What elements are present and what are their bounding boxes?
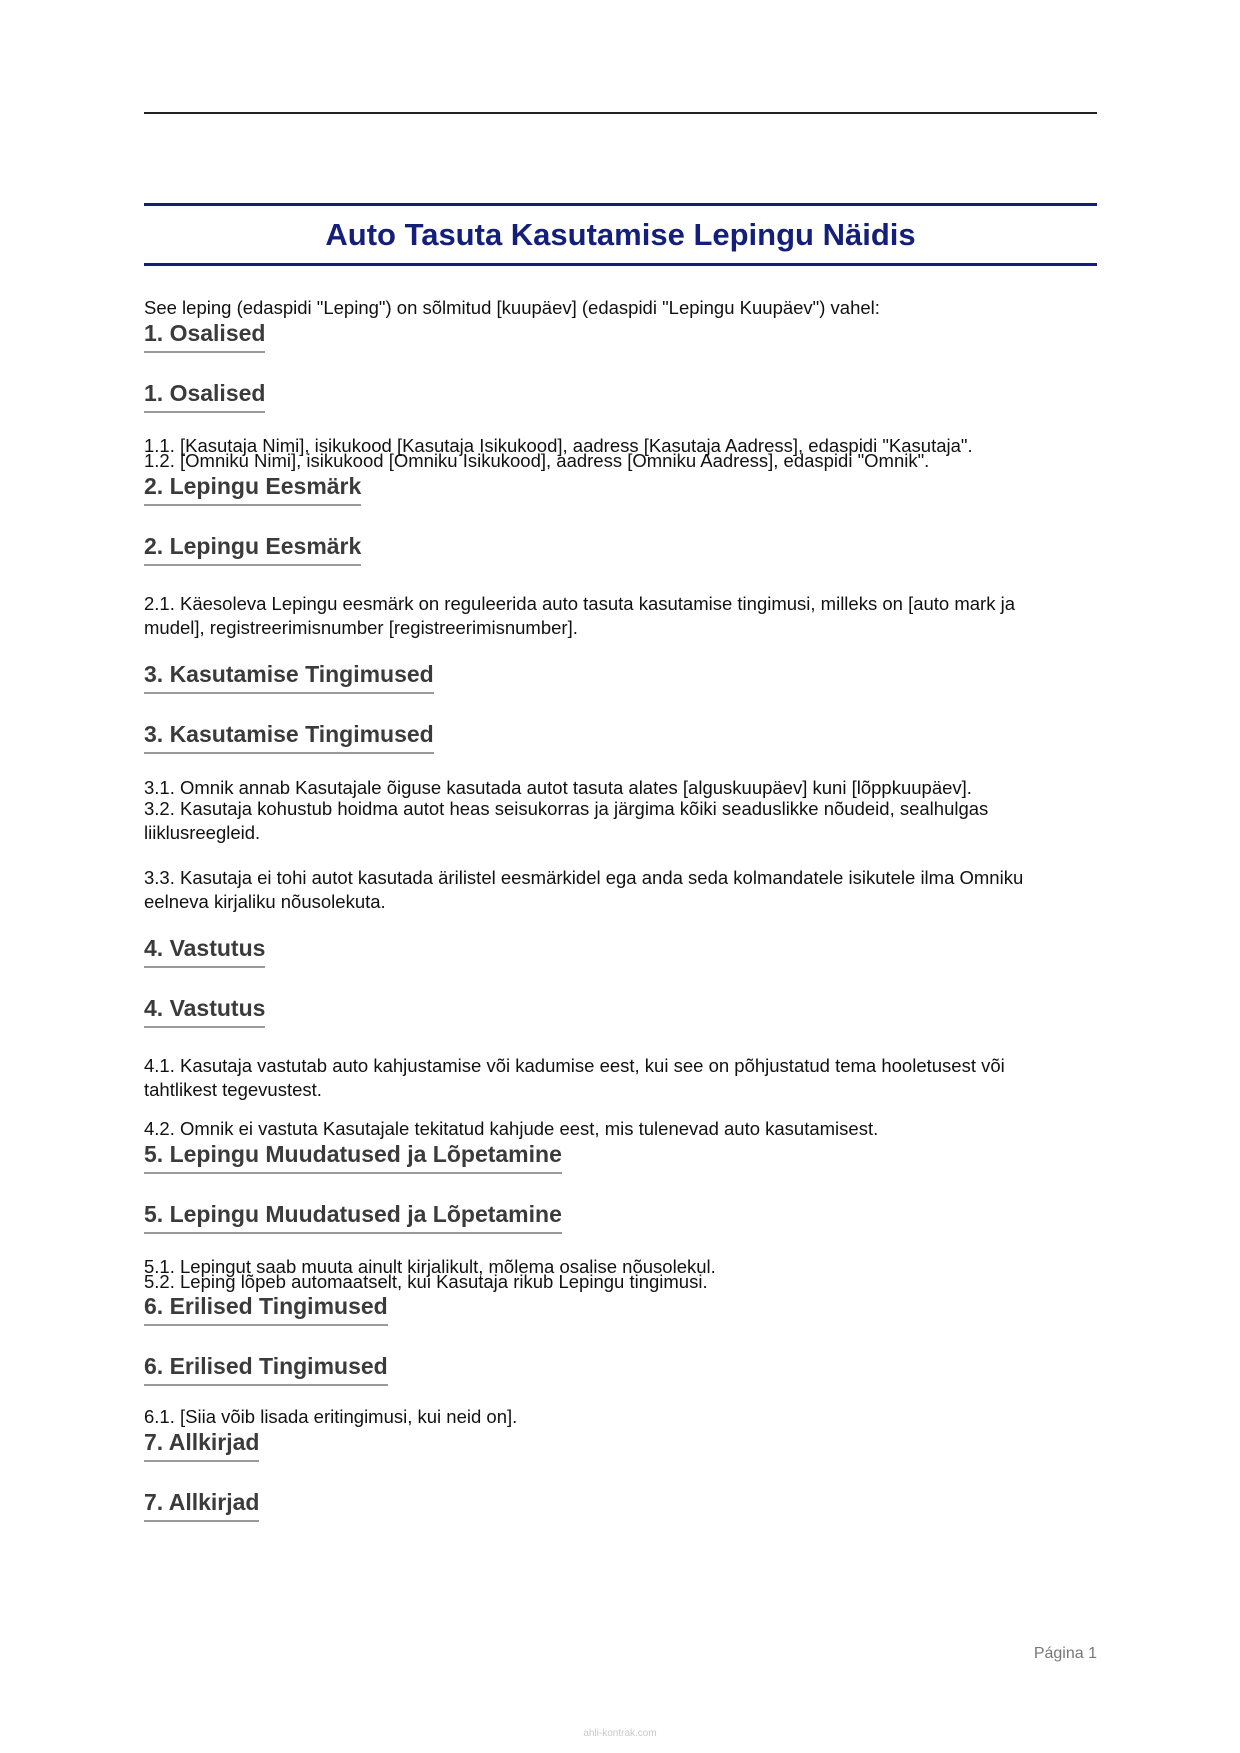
- clause-1-2: 1.2. [Omniku Nimi], isikukood [Omniku Isikukood], aadress [Omniku Aadress], edaspidi "Omnik".: [144, 450, 930, 471]
- section-4-heading-a: 4. Vastutus: [144, 934, 265, 968]
- clause-2-1: 2.1. Käesoleva Lepingu eesmärk on reguleerida auto tasuta kasutamise tingimusi, milleks on [auto mark ja mudel], registreerimisnumber [registreerimisnumber].: [144, 593, 1015, 638]
- section-5-heading-a: 5. Lepingu Muudatused ja Lõpetamine: [144, 1140, 562, 1174]
- watermark-text: ahli-kontrak.com: [583, 1728, 657, 1739]
- section-2-heading-a: 2. Lepingu Eesmärk: [144, 472, 361, 506]
- intro-paragraph: See leping (edaspidi "Leping") on sõlmitud [kuupäev] (edaspidi "Lepingu Kuupäev") vahel:: [144, 297, 880, 318]
- document-title: Auto Tasuta Kasutamise Lepingu Näidis: [325, 217, 916, 252]
- clause-5-1: 5.1. Lepingut saab muuta ainult kirjalikult, mõlema osalise nõusolekul.: [144, 1256, 716, 1277]
- section-4-heading-b: 4. Vastutus: [144, 994, 265, 1028]
- section-6-heading-a: 6. Erilised Tingimused: [144, 1292, 388, 1326]
- section-1-heading-a: 1. Osalised: [144, 319, 265, 353]
- section-3-heading-b: 3. Kasutamise Tingimused: [144, 720, 434, 754]
- section-7-heading-b: 7. Allkirjad: [144, 1488, 259, 1522]
- section-2-heading-b: 2. Lepingu Eesmärk: [144, 532, 361, 566]
- clause-5-2: 5.2. Leping lõpeb automaatselt, kui Kasutaja rikub Lepingu tingimusi.: [144, 1271, 708, 1292]
- clause-3-1: 3.1. Omnik annab Kasutajale õiguse kasutada autot tasuta alates [alguskuupäev] kuni [lõppkuupäev].: [144, 777, 972, 798]
- clause-3-3: 3.3. Kasutaja ei tohi autot kasutada ärilistel eesmärkidel ega anda seda kolmandatele isikutele ilma Omniku eelneva kirjaliku nõusolekuta.: [144, 867, 1024, 912]
- section-6-heading-b: 6. Erilised Tingimused: [144, 1352, 388, 1386]
- clause-4-2: 4.2. Omnik ei vastuta Kasutajale tekitatud kahjude eest, mis tulenevad auto kasutamisest.: [144, 1118, 879, 1139]
- clause-6-1: 6.1. [Siia võib lisada eritingimusi, kui neid on].: [144, 1406, 518, 1427]
- section-3-heading-a: 3. Kasutamise Tingimused: [144, 660, 434, 694]
- header-rule: [144, 112, 1097, 114]
- section-5-heading-b: 5. Lepingu Muudatused ja Lõpetamine: [144, 1200, 562, 1234]
- clause-4-1: 4.1. Kasutaja vastutab auto kahjustamise või kadumise eest, kui see on põhjustatud tema hooletusest või tahtlikest tegevustest.: [144, 1055, 1005, 1100]
- clause-3-2: 3.2. Kasutaja kohustub hoidma autot heas seisukorras ja järgima kõiki seaduslikke nõudeid, sealhulgas liiklusreegleid.: [144, 798, 989, 843]
- section-7-heading-a: 7. Allkirjad: [144, 1428, 259, 1462]
- page-number: Página 1: [1033, 1645, 1097, 1662]
- section-1-heading-b: 1. Osalised: [144, 379, 265, 413]
- clause-1-1: 1.1. [Kasutaja Nimi], isikukood [Kasutaja Isikukood], aadress [Kasutaja Aadress], edaspidi "Kasutaja".: [144, 435, 973, 456]
- title-banner: [144, 203, 1097, 266]
